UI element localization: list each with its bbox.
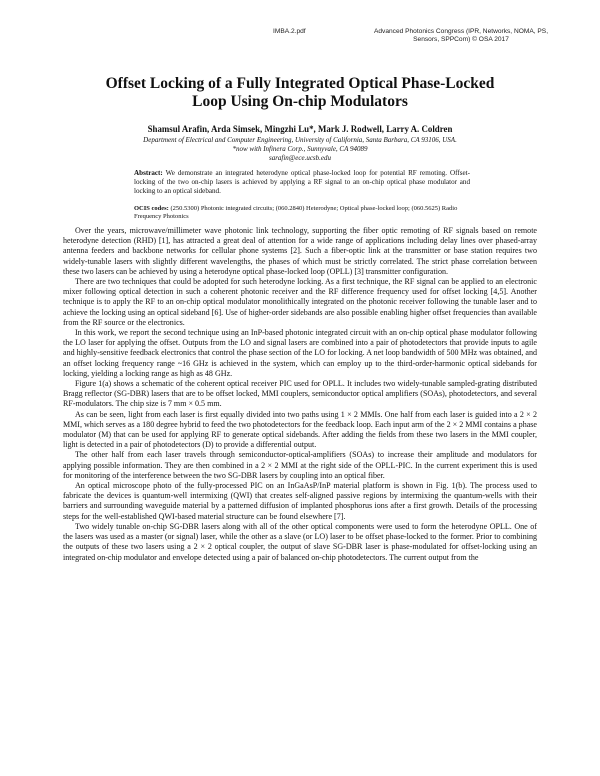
body-paragraph: An optical microscope photo of the fully-processed PIC on an InGaAsP/InP material platform is shown in Fig. 1(b). The process used to fabricate the devices is quantum-well intermixing (QWI) that creates self-aligned passive regions by intermixing the quantum-wells with their barriers and surrounding waveguide material by a patterned diffusion of implanted phosphorus ions after a first growth. Details of the processing steps for the well-established QWI-based material structure can be found elsewhere [7].	[63, 481, 537, 521]
body-paragraph: Two widely tunable on-chip SG-DBR lasers along with all of the other optical components were used to form the heterodyne OPLL. One of the lasers was used as a master (or signal) laser, while the other as a slave (or LO) laser to be offset phase-locked to the former. Prior to combining the outputs of these two lasers using a 2 × 2 optical coupler, the output of slave SG-DBR laser is phase-modulated for offset-locking using an integrated on-chip modulator and envelope detected using a pair of balanced on-chip photodetectors. The current output from the	[63, 521, 537, 562]
paper-title-line1: Offset Locking of a Fully Integrated Optical Phase-Locked	[105, 75, 495, 92]
affiliation-primary: Department of Electrical and Computer Engineering, University of California, Santa Barbara, CA 93106, USA.	[143, 136, 457, 144]
body-paragraph: Figure 1(a) shows a schematic of the coherent optical receiver PIC used for OPLL. It includes two widely-tunable sampled-grating distributed Bragg reflector (SG-DBR) lasers that are to be offset locked, MMI couplers, semiconductor optical amplifiers (SOAs), photodetectors, and several RF-modulators. The chip size is 7 mm × 0.5 mm.	[63, 379, 537, 409]
abstract-label: Abstract:	[134, 169, 163, 177]
header-file-label: IMBA.2.pdf	[273, 28, 306, 35]
body-paragraph: The other half from each laser travels through semiconductor-optical-amplifiers (SOAs) to increase their amplitude and modulators for applying possible information. They are then combined in a 2 × 2 MMI at the right side of the OPLL-PIC. In the current experiment this is used for monitoring of the interference between the two SG-DBR lasers by coupling into an optical fiber.	[63, 450, 537, 480]
body-paragraph: Over the years, microwave/millimeter wave photonic link technology, supporting the fiber optic remoting of RF signals based on remote heterodyne detection (RHD) [1], has attracted a great deal of attention for a wide range of applications including delay lines over phased-array antenna feeders and backbone networks for cellular phone systems [2]. Such a fiber-optic link at the transmitter or base station requires two widely-tunable lasers with slightly different wavelengths, the phases of which must be strictly correlated. The strict phase correlation between these two lasers can be achieved by using a heterodyne optical phase-locked loop (OPLL) [3] transmitter configuration.	[63, 226, 537, 276]
header-conference-line2: Sensors, SPPCom) © OSA 2017	[413, 36, 509, 43]
body-paragraph: There are two techniques that could be adopted for such heterodyne locking. As a first technique, the RF signal can be applied to an electronic mixer following optical detection in such a coherent photonic receiver and the RF difference frequency used for offset locking [4,5]. Another technique is to apply the RF to an on-chip optical modulator monolithically integrated on the photonic receiver following the tunable laser and to achieve the locking using an optical sideband [6]. Use of higher-order sidebands are also possible enabling higher offset frequencies than available from the RF source or the electronics.	[63, 277, 537, 327]
header-conference	[366, 28, 556, 44]
ocis-label: OCIS codes:	[134, 205, 169, 212]
body-text	[63, 226, 537, 563]
ocis-codes-block	[134, 205, 470, 221]
body-paragraph: In this work, we report the second technique using an InP-based photonic integrated circuit with an on-chip optical phase modulator following the LO laser for applying the offset. Outputs from the LO and signal lasers are combined into a pair of photodetectors that provide inputs to agile and highly-sensitive feedback electronics that control the phase section of the LO for locking. A net loop bandwidth of 500 MHz was obtained, and an offset locking frequency range ~16 GHz is achieved in the system, which can employ up to the third-order-harmonic optical sidebands for locking, yielding a locking range as high as 48 GHz.	[63, 328, 537, 378]
paper-title-line2: Loop Using On-chip Modulators	[192, 93, 408, 110]
header-conference-line1: Advanced Photonics Congress (IPR, Networks, NOMA, PS,	[373, 28, 549, 35]
ocis-text: (250.5300) Photonic integrated circuits; (060.2840) Heterodyne; Optical phase-locked loop; (060.5625) Radio Frequency Photonics	[134, 205, 458, 221]
affiliation-secondary: *now with Infinera Corp., Sunnyvale, CA 94089	[232, 145, 368, 153]
body-paragraph: As can be seen, light from each laser is first equally divided into two paths using 1 × 2 MMIs. One half from each laser is guided into a 2 × 2 MMI, which serves as a 180 degree hybrid to feed the two photodetectors for the feedback loop. Each input arm of the 2 × 2 MMI contains a phase modulator (M) that can be used for applying RF to generate optical sidebands. After adding the fields from these two lasers in the MMI coupler, light is detected in a pair of photodetectors (D) to provide a differential output.	[63, 409, 537, 450]
contact-email: sarafin@ece.ucsb.edu	[268, 154, 332, 162]
abstract-text: We demonstrate an integrated heterodyne optical phase-locked loop for potential RF remoting. Offset-locking of the two on-chip lasers is achieved by applying a RF signal to an on-chip optical phase modulator and locking to an optical sideband.	[134, 169, 470, 196]
author-list: Shamsul Arafin, Arda Simsek, Mingzhi Lu*, Mark J. Rodwell, Larry A. Coldren	[147, 124, 453, 134]
abstract-block	[134, 169, 470, 197]
paper-title	[60, 75, 540, 111]
